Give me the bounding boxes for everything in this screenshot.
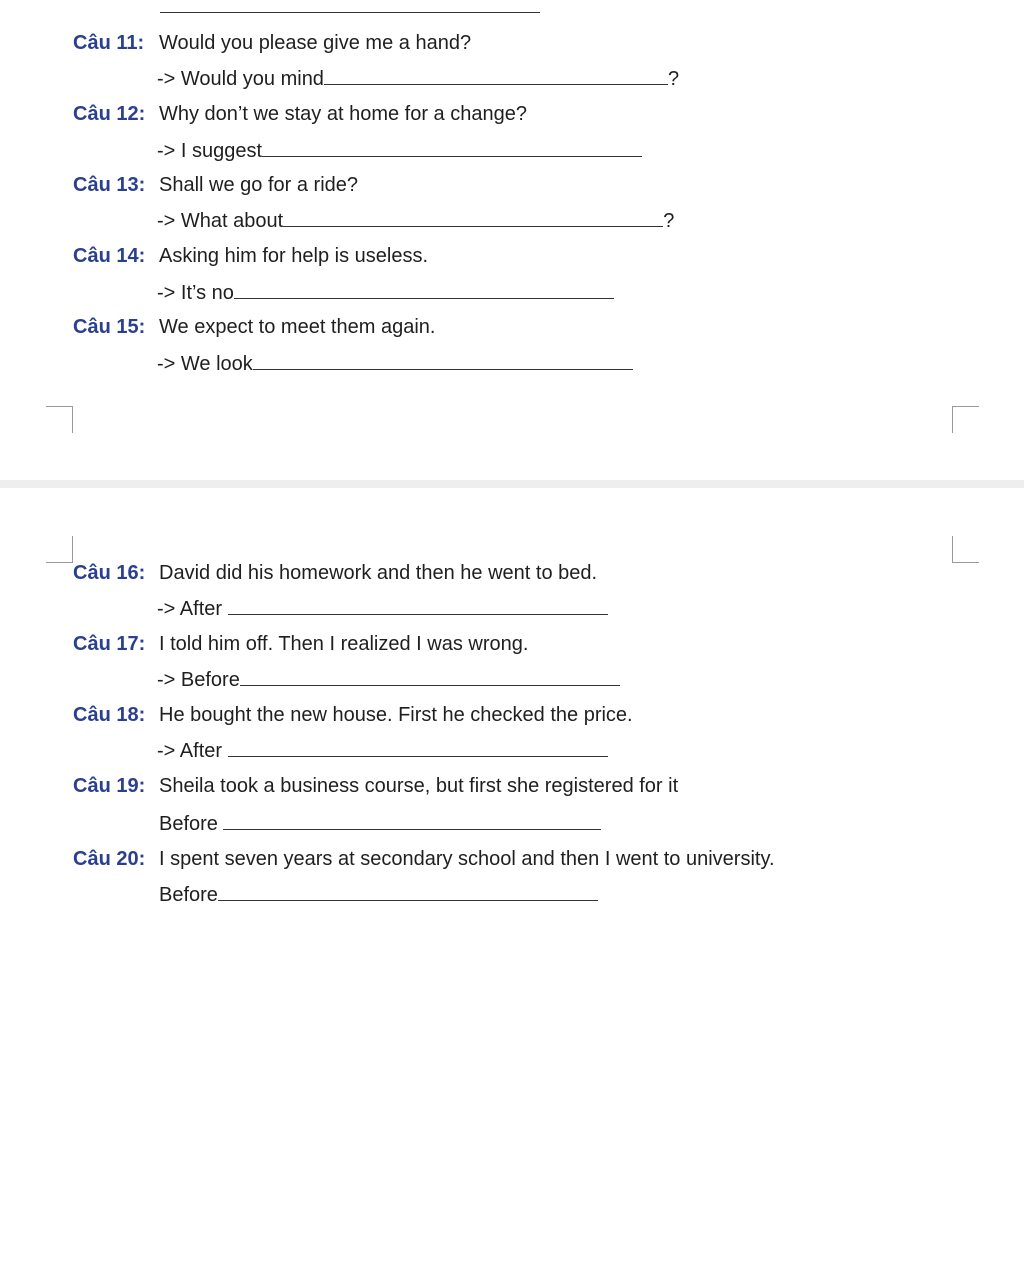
question-15-answer [157, 351, 633, 376]
question-11-sentence: Would you please give me a hand? [159, 32, 472, 54]
question-13-prompt: -> What about [157, 210, 284, 232]
question-12-prompt: -> I suggest [157, 140, 263, 162]
question-16-prompt: -> After [157, 598, 228, 620]
question-20-label: Câu 20: [73, 848, 146, 870]
question-11-suffix: ? [667, 68, 680, 90]
question-16-sentence: David did his homework and then he went to bed. [159, 562, 598, 584]
crop-mark-top-right [952, 406, 979, 433]
question-20-sentence: I spent seven years at secondary school and then I went to university. [159, 848, 775, 870]
question-17-sentence: I told him off. Then I realized I was wrong. [159, 633, 529, 655]
question-13-blank[interactable] [283, 208, 663, 227]
question-20-prompt: Before [159, 884, 218, 906]
crop-mark-top-left [46, 406, 73, 433]
question-16-label: Câu 16: [73, 562, 146, 584]
question-16-answer [157, 596, 608, 621]
question-14-label: Câu 14: [73, 245, 146, 267]
question-18-answer [157, 738, 608, 763]
document-page-1 [0, 0, 1024, 480]
question-13-label: Câu 13: [73, 174, 146, 196]
question-18-label: Câu 18: [73, 704, 146, 726]
question-14-blank[interactable] [234, 280, 614, 299]
question-11-blank[interactable] [324, 66, 668, 85]
question-19-sentence: Sheila took a business course, but first she registered for it [159, 775, 679, 797]
question-15-prompt: -> We look [157, 353, 253, 375]
question-18-prompt: -> After [157, 740, 228, 762]
crop-mark-bottom-left [46, 536, 73, 563]
question-19-blank[interactable] [223, 811, 601, 830]
question-19-label: Câu 19: [73, 775, 146, 797]
document-page-2 [0, 488, 1024, 1280]
question-12-answer [157, 138, 642, 163]
question-12-sentence: Why don’t we stay at home for a change? [159, 103, 527, 125]
question-17-prompt: -> Before [157, 669, 240, 691]
question-11-label: Câu 11: [73, 32, 145, 54]
question-12-label: Câu 12: [73, 103, 146, 125]
question-13-suffix: ? [663, 210, 675, 232]
question-15-blank[interactable] [253, 351, 633, 370]
question-14-sentence: Asking him for help is useless. [159, 245, 429, 267]
answer-line-previous [160, 12, 540, 13]
question-18-sentence: He bought the new house. First he checked the price. [159, 704, 633, 726]
question-11-prompt: -> Would you mind [157, 68, 324, 90]
question-16-blank[interactable] [228, 596, 608, 615]
question-19-prompt: Before [159, 813, 224, 835]
question-19-answer [159, 811, 601, 836]
question-15-sentence: We expect to meet them again. [159, 316, 436, 338]
question-13-sentence: Shall we go for a ride? [159, 174, 359, 196]
question-20-answer [159, 882, 598, 907]
question-20-blank[interactable] [218, 882, 598, 901]
question-17-label: Câu 17: [73, 633, 146, 655]
question-12-blank[interactable] [262, 138, 642, 157]
crop-mark-bottom-right [952, 536, 979, 563]
question-14-prompt: -> It’s no [157, 282, 234, 304]
page-separator [0, 480, 1024, 488]
question-14-answer [157, 280, 614, 305]
question-17-blank[interactable] [240, 667, 620, 686]
question-18-blank[interactable] [228, 738, 608, 757]
question-17-answer [157, 667, 620, 692]
question-11-answer [157, 66, 679, 91]
question-15-label: Câu 15: [73, 316, 146, 338]
question-13-answer [157, 208, 674, 233]
